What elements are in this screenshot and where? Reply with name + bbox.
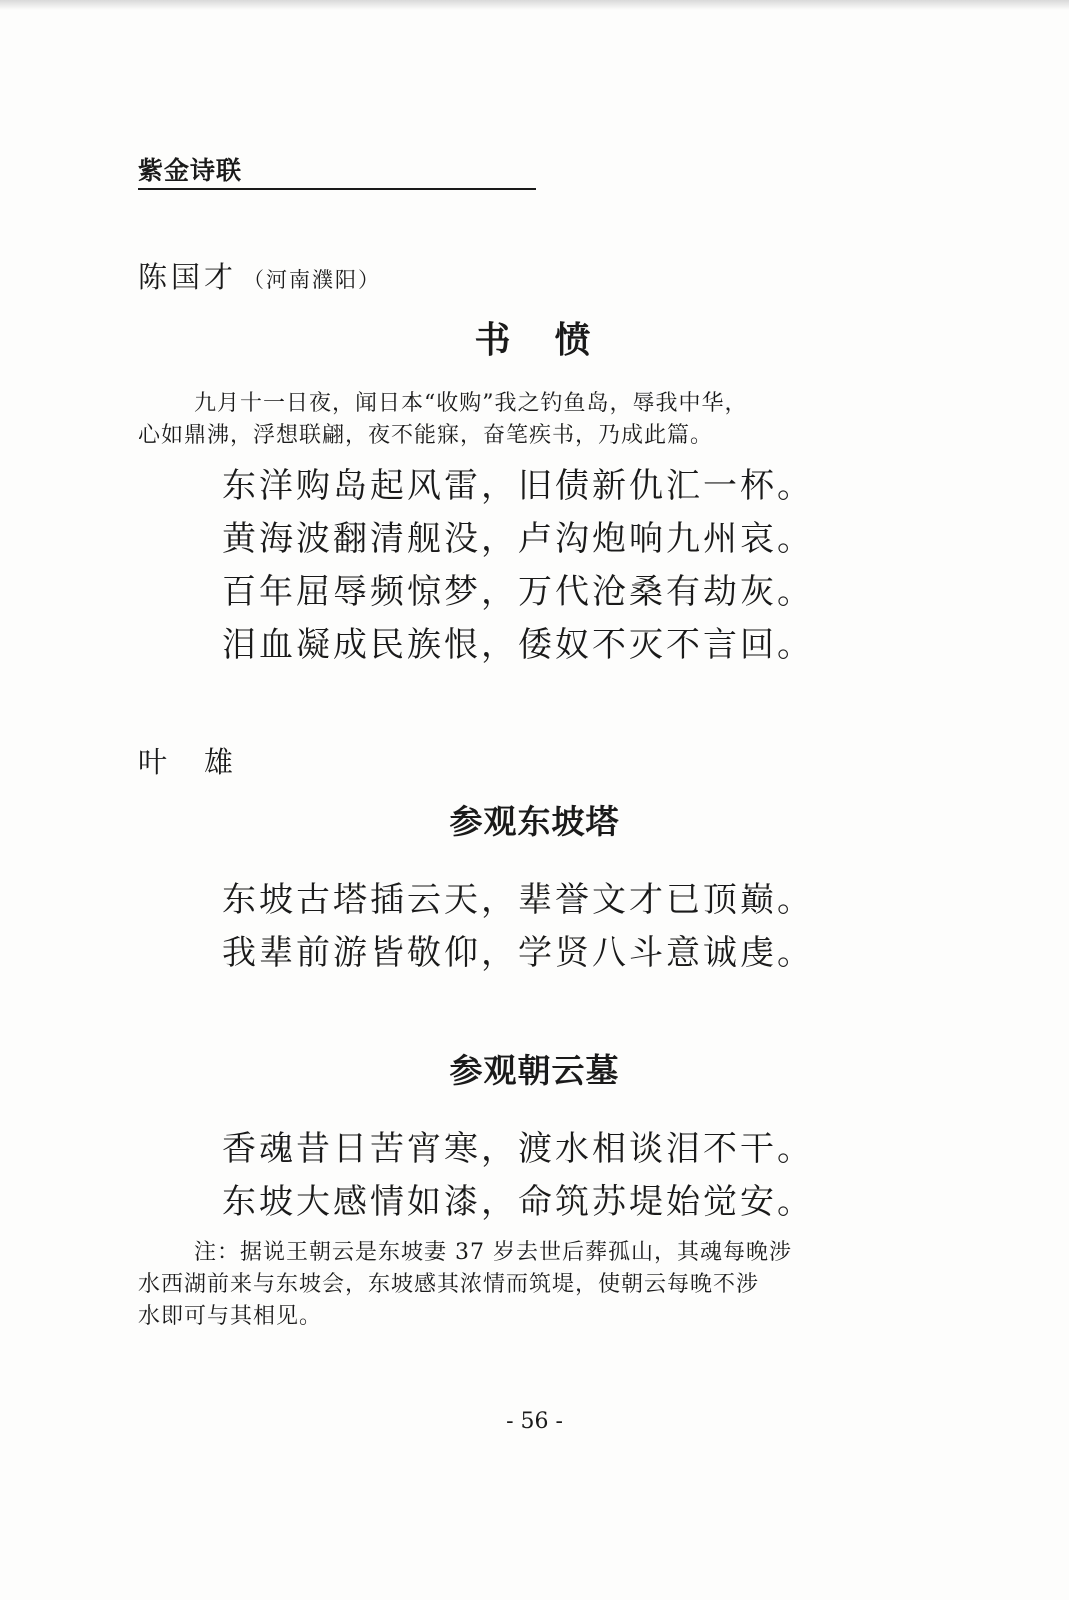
author-name: 陈国才 — [138, 260, 238, 294]
preface-line: 心如鼎沸，浮想联翩，夜不能寐，奋笔疾书，乃成此篇。 — [138, 423, 714, 448]
poem-body-shu-fen — [222, 460, 862, 672]
verse-line: 百年屈辱频惊梦，万代沧桑有劫灰。 — [222, 572, 814, 612]
poem-body-zhaoyun-tomb — [222, 1123, 862, 1229]
poem-note — [138, 1237, 938, 1333]
poem-title-zhaoyun-tomb: 参观朝云墓 — [449, 1051, 620, 1090]
verse-line: 东洋购岛起风雷，旧债新仇汇一杯。 — [222, 466, 814, 506]
verse-line: 东坡古塔插云天，辈誉文才已顶巅。 — [222, 880, 814, 920]
poem-title-dongpo-tower: 参观东坡塔 — [449, 802, 620, 841]
poem-title-shu-fen: 书 愤 — [474, 319, 595, 361]
running-header — [138, 156, 536, 190]
verse-line: 泪血凝成民族恨，倭奴不灭不言回。 — [222, 625, 814, 665]
poem-body-dongpo-tower — [222, 874, 862, 980]
note-line: 水即可与其相见。 — [138, 1304, 323, 1329]
journal-title: 紫金诗联 — [138, 156, 243, 185]
poem-preface — [138, 388, 928, 452]
verse-line: 东坡大感情如漆，命筑苏堤始觉安。 — [222, 1182, 814, 1222]
author-name: 叶 雄 — [138, 745, 238, 779]
author-origin: （河南濮阳） — [243, 268, 382, 292]
page-number: - 56 - — [506, 1409, 563, 1434]
author-chen-guocai — [138, 259, 381, 298]
author-ye-xiong — [138, 744, 237, 780]
verse-line: 我辈前游皆敬仰，学贤八斗意诚虔。 — [222, 933, 814, 973]
note-line: 注：据说王朝云是东坡妻 37 岁去世后葬孤山，其魂每晚涉 — [194, 1240, 792, 1265]
verse-line: 黄海波翻清舰没，卢沟炮响九州哀。 — [222, 519, 814, 559]
scan-edge-shadow — [0, 0, 1069, 10]
preface-line: 九月十一日夜，闻日本“收购”我之钓鱼岛，辱我中华， — [194, 391, 748, 416]
verse-line: 香魂昔日苦宵寒，渡水相谈泪不干。 — [222, 1129, 814, 1169]
note-line: 水西湖前来与东坡会，东坡感其浓情而筑堤，使朝云每晚不涉 — [138, 1272, 760, 1297]
